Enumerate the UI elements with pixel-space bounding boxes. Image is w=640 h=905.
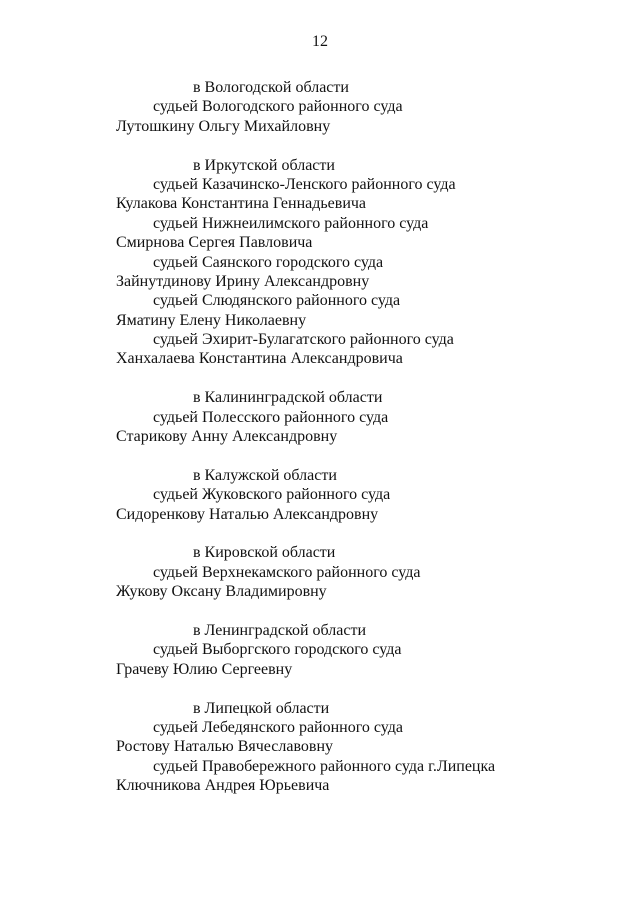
court-appointment: судьей Лебедянского районного суда: [153, 718, 404, 736]
court-appointment: судьей Вологодского районного суда: [153, 98, 403, 116]
court-appointment: судьей Правобережного районного суда г.Липецка: [153, 757, 496, 775]
region-heading: в Кировской области: [193, 544, 336, 562]
judge-name: Ростову Наталью Вячеславовну: [116, 738, 334, 756]
region-section: [0, 388, 640, 446]
region-heading: в Калининградской области: [193, 389, 383, 407]
region-heading: в Ленинградской области: [193, 621, 366, 639]
judge-name: Старикову Анну Александровну: [116, 428, 338, 446]
court-appointment: судьей Казачинско-Ленского районного суда: [153, 175, 456, 193]
page-number: 12: [312, 33, 328, 50]
judge-name: Ключникова Андрея Юрьевича: [116, 777, 330, 795]
section-gap: [0, 136, 640, 155]
region-section: [0, 621, 640, 679]
region-heading: в Калужской области: [193, 466, 337, 484]
section-gap: [0, 679, 640, 698]
judge-name: Зайнутдинову Ирину Александровну: [116, 272, 370, 290]
document-body: [0, 78, 640, 795]
court-appointment: судьей Эхирит-Булагатского районного суда: [153, 331, 454, 349]
region-heading: в Вологодской области: [193, 79, 349, 96]
court-appointment: судьей Саянского городского суда: [153, 253, 384, 271]
region-section: [0, 156, 640, 369]
region-section: [0, 78, 640, 136]
region-heading: в Липецкой области: [193, 699, 330, 717]
section-gap: [0, 602, 640, 621]
court-appointment: судьей Слюдянского районного суда: [153, 292, 401, 310]
region-section: [0, 699, 640, 796]
section-gap: [0, 446, 640, 465]
judge-name: Лутошкину Ольгу Михайловну: [116, 117, 331, 135]
court-appointment: судьей Верхнекамского районного суда: [153, 563, 421, 581]
court-appointment: судьей Жуковского районного суда: [153, 486, 391, 504]
court-appointment: судьей Полесского районного суда: [153, 408, 389, 426]
judge-name: Яматину Елену Николаевну: [116, 311, 307, 329]
judge-name: Сидоренкову Наталью Александровну: [116, 505, 379, 523]
region-section: [0, 466, 640, 524]
court-appointment: судьей Нижнеилимского районного суда: [153, 214, 429, 232]
judge-name: Кулакова Константина Геннадьевича: [116, 195, 367, 213]
region-heading: в Иркутской области: [193, 156, 335, 174]
judge-name: Грачеву Юлию Сергеевну: [116, 660, 293, 678]
judge-name: Смирнова Сергея Павловича: [116, 234, 313, 252]
judge-name: Жукову Оксану Владимировну: [116, 583, 327, 601]
section-gap: [0, 524, 640, 543]
region-section: [0, 543, 640, 601]
court-appointment: судьей Выборгского городского суда: [153, 641, 402, 659]
section-gap: [0, 369, 640, 388]
judge-name: Ханхалаева Константина Александровича: [116, 350, 403, 368]
